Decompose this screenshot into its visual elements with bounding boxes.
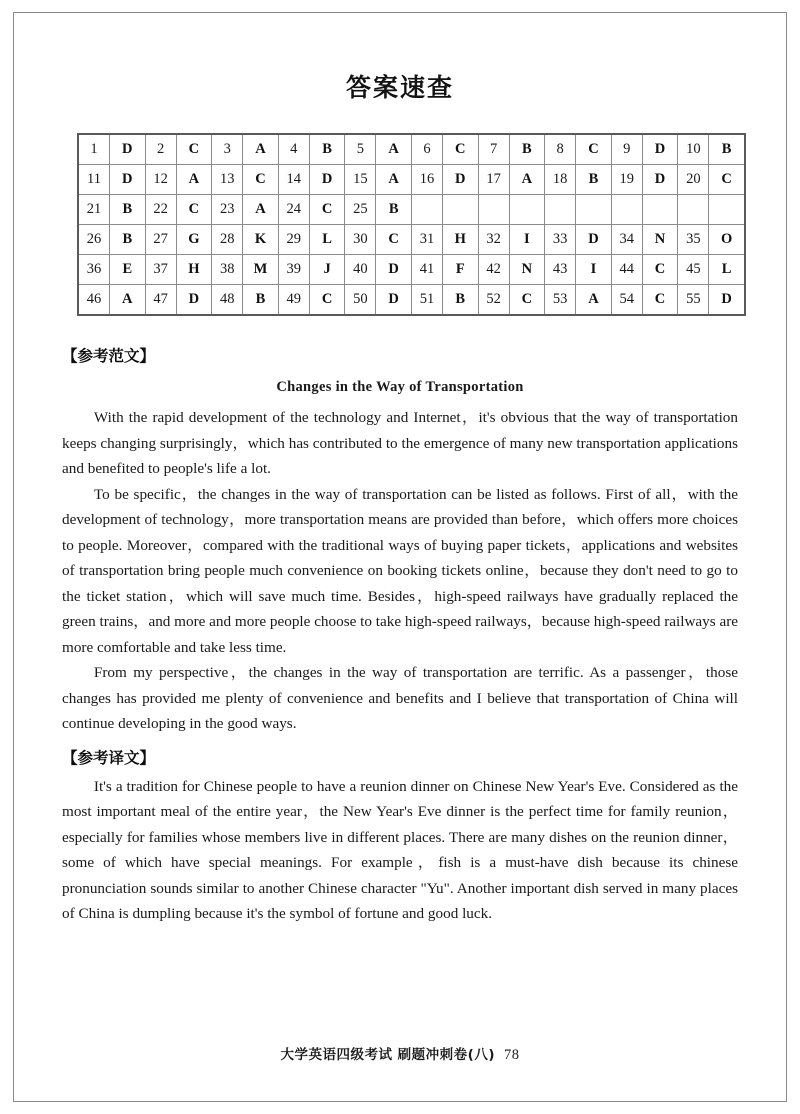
answer-option-letter: G <box>176 225 212 255</box>
answer-question-number: 27 <box>145 225 176 255</box>
answer-option-letter: E <box>110 255 146 285</box>
answer-option-letter: C <box>576 134 612 165</box>
answer-key-table <box>77 133 746 316</box>
answer-option-letter: J <box>309 255 345 285</box>
answer-table-row <box>78 255 745 285</box>
answer-option-letter: A <box>243 195 279 225</box>
answer-question-number: 3 <box>212 134 243 165</box>
answer-option-letter: A <box>110 285 146 316</box>
essay-paragraph-2: To be specific，the changes in the way of transportation can be listed as follows. First of all，with the development of technology，more transportation means are provided than before，which offers more choices to people. Moreover，compared with the traditional ways of buying paper tickets，applications and websites of transportation bring people much convenience on booking tickets online，because they don't need to go to the ticket station，which will save much time. Besides，high-speed railways have gradually replaced the green trains，and more and more people choose to take high-speed railways，because high-speed railways are more comfortable and take less time. <box>62 485 739 656</box>
answer-question-number <box>611 195 642 225</box>
answer-question-number: 49 <box>278 285 309 316</box>
footer-page-number: 78 <box>504 1047 520 1063</box>
answer-question-number: 45 <box>678 255 709 285</box>
answer-option-letter: D <box>442 165 478 195</box>
answer-question-number: 13 <box>212 165 243 195</box>
answer-option-letter: K <box>243 225 279 255</box>
answer-option-letter: I <box>509 225 545 255</box>
answer-option-letter: N <box>642 225 678 255</box>
answer-question-number: 38 <box>212 255 243 285</box>
answer-question-number <box>545 195 576 225</box>
answer-question-number: 44 <box>611 255 642 285</box>
answer-option-letter: D <box>376 255 412 285</box>
answer-question-number: 14 <box>278 165 309 195</box>
answer-option-letter: A <box>376 165 412 195</box>
answer-option-letter: C <box>442 134 478 165</box>
answer-question-number: 51 <box>411 285 442 316</box>
answer-question-number: 36 <box>78 255 110 285</box>
answer-question-number: 43 <box>545 255 576 285</box>
answer-option-letter: C <box>509 285 545 316</box>
answer-table-row <box>78 165 745 195</box>
answer-question-number: 40 <box>345 255 376 285</box>
answer-option-letter: N <box>509 255 545 285</box>
answer-option-letter: D <box>642 134 678 165</box>
answer-option-letter: A <box>576 285 612 316</box>
answer-option-letter <box>642 195 678 225</box>
answer-option-letter: B <box>376 195 412 225</box>
answer-question-number: 17 <box>478 165 509 195</box>
answer-question-number: 34 <box>611 225 642 255</box>
answer-option-letter: D <box>176 285 212 316</box>
answer-question-number: 48 <box>212 285 243 316</box>
answer-question-number: 31 <box>411 225 442 255</box>
answer-option-letter: L <box>309 225 345 255</box>
answer-option-letter: A <box>243 134 279 165</box>
answer-option-letter: D <box>576 225 612 255</box>
footer-book-title: 大学英语四级考试 刷题冲刺卷(八) <box>280 1047 496 1063</box>
answer-question-number: 15 <box>345 165 376 195</box>
answer-question-number: 42 <box>478 255 509 285</box>
answer-question-number <box>411 195 442 225</box>
answer-question-number: 32 <box>478 225 509 255</box>
answer-option-letter: C <box>642 255 678 285</box>
answer-question-number: 53 <box>545 285 576 316</box>
answer-option-letter: B <box>243 285 279 316</box>
model-essay-body <box>0 396 800 737</box>
answer-option-letter: C <box>243 165 279 195</box>
answer-question-number: 20 <box>678 165 709 195</box>
essay-paragraph-3: From my perspective，the changes in the way of transportation are terrific. As a passenger，those changes has provided me plenty of convenience and benefits and I believe that transportation of China will continue developing in the good ways. <box>62 664 738 732</box>
answer-question-number: 1 <box>78 134 110 165</box>
answer-question-number: 30 <box>345 225 376 255</box>
answer-question-number: 19 <box>611 165 642 195</box>
answer-table-row <box>78 134 745 165</box>
answer-option-letter: D <box>110 134 146 165</box>
translation-paragraph-1: It's a tradition for Chinese people to have a reunion dinner on Chinese New Year's Eve. Considered as the most important meal of the entire year，the New Year's Eve dinner is the perfect time for family reunion，especially for families whose members live in different places. There are many dishes on the reunion dinner，some of which have special meanings. For example，fish is a must-have dish because its chinese pronunciation sounds similar to another Chinese character "Yu". Another important dish served in many places of China is dumpling because it's the symbol of fortune and good luck. <box>62 777 738 922</box>
answer-question-number: 29 <box>278 225 309 255</box>
answer-option-letter: B <box>309 134 345 165</box>
answer-option-letter: L <box>709 255 745 285</box>
answer-option-letter: C <box>309 285 345 316</box>
answer-option-letter: M <box>243 255 279 285</box>
answer-question-number: 37 <box>145 255 176 285</box>
answer-question-number: 50 <box>345 285 376 316</box>
answer-option-letter: H <box>176 255 212 285</box>
answer-option-letter: C <box>709 165 745 195</box>
answer-question-number: 10 <box>678 134 709 165</box>
answer-option-letter: A <box>176 165 212 195</box>
answer-question-number: 24 <box>278 195 309 225</box>
answer-option-letter: H <box>442 225 478 255</box>
answer-key-table-container <box>77 133 733 316</box>
answer-option-letter: C <box>309 195 345 225</box>
answer-option-letter: D <box>642 165 678 195</box>
answer-question-number: 5 <box>345 134 376 165</box>
answer-question-number: 18 <box>545 165 576 195</box>
answer-question-number: 55 <box>678 285 709 316</box>
answer-question-number: 2 <box>145 134 176 165</box>
answer-option-letter: D <box>376 285 412 316</box>
answer-question-number: 9 <box>611 134 642 165</box>
answer-question-number: 39 <box>278 255 309 285</box>
answer-option-letter: A <box>376 134 412 165</box>
answer-option-letter: C <box>176 134 212 165</box>
translation-body <box>0 768 800 927</box>
answer-option-letter: C <box>642 285 678 316</box>
page-title: 答案速查 <box>345 73 454 102</box>
answer-option-letter: B <box>509 134 545 165</box>
answer-option-letter: O <box>709 225 745 255</box>
answer-option-letter <box>509 195 545 225</box>
page-footer <box>0 1043 800 1064</box>
answer-question-number: 16 <box>411 165 442 195</box>
answer-question-number: 54 <box>611 285 642 316</box>
answer-question-number: 12 <box>145 165 176 195</box>
answer-question-number: 25 <box>345 195 376 225</box>
answer-question-number: 33 <box>545 225 576 255</box>
answer-question-number: 8 <box>545 134 576 165</box>
answer-question-number: 35 <box>678 225 709 255</box>
section-heading-translation: 【参考译文】 <box>62 748 156 767</box>
answer-option-letter: B <box>110 225 146 255</box>
answer-question-number: 23 <box>212 195 243 225</box>
answer-question-number: 4 <box>278 134 309 165</box>
answer-question-number: 11 <box>78 165 110 195</box>
answer-option-letter <box>709 195 745 225</box>
answer-question-number: 52 <box>478 285 509 316</box>
answer-question-number <box>478 195 509 225</box>
answer-option-letter <box>576 195 612 225</box>
answer-option-letter: I <box>576 255 612 285</box>
answer-question-number: 46 <box>78 285 110 316</box>
answer-question-number <box>678 195 709 225</box>
answer-question-number: 26 <box>78 225 110 255</box>
answer-option-letter: D <box>709 285 745 316</box>
answer-table-row <box>78 195 745 225</box>
answer-option-letter: A <box>509 165 545 195</box>
answer-option-letter <box>442 195 478 225</box>
answer-option-letter: C <box>376 225 412 255</box>
answer-option-letter: D <box>110 165 146 195</box>
essay-paragraph-1: With the rapid development of the technology and Internet，it's obvious that the way of transportation keeps changing surprisingly，which has contributed to the emergence of many new transportation applications and benefited to people's life a lot. <box>62 409 738 477</box>
answer-option-letter: C <box>176 195 212 225</box>
answer-option-letter: B <box>576 165 612 195</box>
answer-option-letter: B <box>709 134 745 165</box>
answer-question-number: 47 <box>145 285 176 316</box>
answer-option-letter: B <box>442 285 478 316</box>
answer-question-number: 28 <box>212 225 243 255</box>
answer-question-number: 21 <box>78 195 110 225</box>
answer-table-row <box>78 225 745 255</box>
answer-table-row <box>78 285 745 316</box>
answer-question-number: 6 <box>411 134 442 165</box>
section-heading-model-essay: 【参考范文】 <box>62 347 156 365</box>
answer-option-letter: F <box>442 255 478 285</box>
answer-question-number: 22 <box>145 195 176 225</box>
answer-question-number: 41 <box>411 255 442 285</box>
answer-question-number: 7 <box>478 134 509 165</box>
essay-title: Changes in the Way of Transportation <box>276 379 524 395</box>
answer-option-letter: B <box>110 195 146 225</box>
answer-option-letter: D <box>309 165 345 195</box>
